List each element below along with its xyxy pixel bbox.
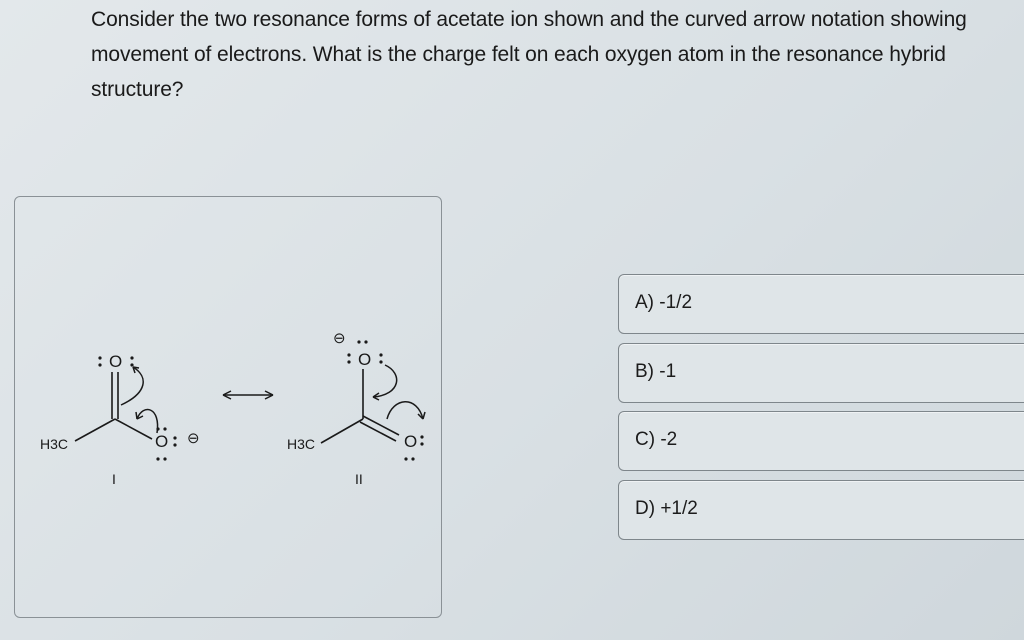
oxygen-right-two: O	[404, 432, 418, 451]
option-b-button[interactable]	[618, 343, 1024, 403]
structure-one	[40, 352, 200, 487]
oxygen-top-two: O	[358, 350, 372, 369]
methyl-label-two: H3C	[287, 436, 316, 452]
option-b-label: B) -1	[635, 361, 677, 382]
numeral-one: I	[112, 471, 116, 487]
charge-symbol-one: ⊖	[187, 430, 200, 447]
methyl-label-one: H3C	[40, 436, 69, 452]
option-d-label: D) +1/2	[635, 498, 698, 519]
resonance-structures-diagram	[15, 197, 443, 619]
option-c-label: C) -2	[635, 429, 678, 450]
resonance-double-arrow-icon	[223, 391, 273, 399]
option-a-label: A) -1/2	[635, 292, 693, 313]
oxygen-top-one: O	[109, 352, 123, 371]
structure-two	[287, 330, 425, 487]
option-d-button[interactable]	[618, 480, 1024, 540]
question-text: Consider the two resonance forms of acetate ion shown and the curved arrow notation showing movement of electrons. What is the charge felt on each oxygen atom in the resonance hybrid structure?	[91, 8, 967, 101]
resonance-figure-panel	[14, 196, 442, 618]
option-a-button[interactable]	[618, 274, 1024, 334]
numeral-two: II	[355, 471, 363, 487]
option-c-button[interactable]	[618, 411, 1024, 471]
charge-symbol-two: ⊖	[333, 330, 346, 347]
oxygen-right-one: O	[155, 432, 169, 451]
